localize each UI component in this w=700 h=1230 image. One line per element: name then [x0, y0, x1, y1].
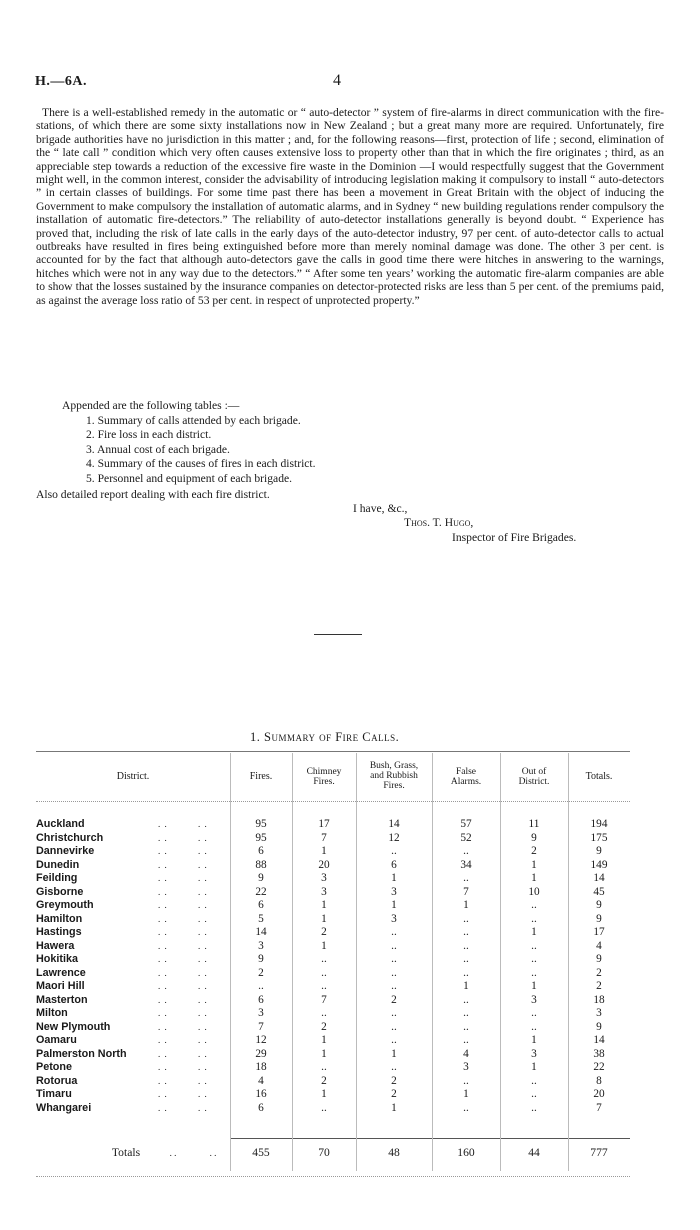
cell-total: 20 [593, 1088, 605, 1100]
cell-false-alarms: .. [463, 953, 469, 965]
cell-out-of-district: .. [531, 966, 537, 979]
cell-total: 3 [596, 1007, 602, 1019]
signature-title: Inspector of Fire Brigades. [452, 531, 577, 544]
leader-dots: . . [158, 1075, 168, 1086]
cell-total: 17 [593, 926, 605, 938]
leader-dots: . . [158, 940, 168, 951]
cell-bush: .. [391, 1020, 397, 1033]
cell-fires: 6 [258, 993, 264, 1006]
leader-dots: . . [158, 900, 168, 910]
leader-dots: . . [198, 1075, 208, 1086]
header-fires: Fires. [249, 771, 273, 782]
cell-total: 22 [593, 1061, 605, 1073]
leader-dots: . . [198, 859, 208, 870]
cell-fires: 6 [258, 845, 264, 857]
cell-chimney: 1 [321, 899, 327, 911]
cell-out-of-district: 1 [531, 1061, 537, 1073]
cell-chimney: 3 [321, 885, 327, 898]
leader-dots: . . [198, 846, 208, 856]
cell-false-alarms: 52 [460, 831, 472, 844]
total-out-of-district: 44 [528, 1146, 540, 1159]
cell-out-of-district: 1 [531, 926, 537, 938]
grand-total: 777 [590, 1146, 608, 1159]
leader-dots: . . [198, 1008, 208, 1018]
header-false-line: Alarms. [450, 777, 482, 787]
cell-total: 9 [596, 899, 602, 911]
table-row [36, 1048, 630, 1061]
cell-chimney: 1 [321, 845, 327, 857]
cell-bush: .. [391, 966, 397, 979]
cell-chimney: 7 [321, 993, 327, 1006]
leader-dots: . . [198, 1062, 208, 1072]
cell-out-of-district: .. [531, 1020, 537, 1033]
cell-district: Timaru [36, 1088, 72, 1100]
leader-dots: . . [158, 832, 168, 843]
cell-false-alarms: .. [463, 1007, 469, 1019]
cell-district: Whangarei [36, 1101, 92, 1114]
cell-out-of-district: .. [531, 1101, 537, 1114]
cell-fires: 12 [255, 1034, 267, 1046]
leader-dots: . . [158, 846, 168, 856]
cell-district: Christchurch [36, 831, 104, 844]
cell-out-of-district: 3 [531, 993, 537, 1006]
leader-dots: . . [158, 981, 168, 991]
leader-dots: . . [198, 900, 208, 910]
cell-out-of-district: .. [531, 1088, 537, 1100]
header-bush [356, 761, 432, 791]
table-row [36, 845, 630, 858]
table-row [36, 967, 630, 980]
cell-district: Rotorua [36, 1074, 78, 1087]
appended-item: 1. Summary of calls attended by each brigade. [86, 414, 301, 427]
table-top-rule [36, 751, 630, 752]
header-chimney [292, 767, 356, 787]
cell-district: Hastings [36, 926, 82, 938]
cell-false-alarms: .. [463, 993, 469, 1006]
table-row [36, 1102, 630, 1115]
cell-false-alarms: 1 [463, 980, 469, 992]
leader-dots: . . [198, 1102, 208, 1113]
cell-total: 9 [596, 845, 602, 857]
cell-fires: 29 [255, 1047, 267, 1060]
table-row [36, 940, 630, 953]
header-district: District. [116, 771, 150, 782]
total-bush: 48 [388, 1146, 400, 1159]
cell-fires: 9 [258, 953, 264, 965]
table-row [36, 818, 630, 831]
cell-chimney: 2 [321, 1020, 327, 1033]
cell-out-of-district: 1 [531, 980, 537, 992]
cell-total: 9 [596, 912, 602, 925]
cell-district: Maori Hill [36, 980, 85, 992]
appended-item: 4. Summary of the causes of fires in each district. [86, 457, 316, 471]
leader-dots: . . [198, 954, 208, 964]
table-row [36, 1007, 630, 1020]
cell-out-of-district: 10 [528, 885, 540, 898]
leader-dots: . . [158, 1102, 168, 1113]
cell-bush: .. [391, 1034, 397, 1046]
cell-out-of-district: 1 [531, 872, 537, 884]
cell-district: Dunedin [36, 858, 80, 871]
table-row [36, 926, 630, 939]
table-row [36, 1075, 630, 1088]
header-totals: Totals. [585, 771, 613, 782]
cell-false-alarms: .. [463, 1101, 469, 1114]
cell-false-alarms: 34 [460, 858, 472, 871]
table-row [36, 1088, 630, 1101]
cell-total: 2 [596, 966, 602, 979]
cell-bush: .. [391, 1061, 397, 1073]
cell-out-of-district: 9 [531, 831, 537, 844]
cell-false-alarms: 3 [463, 1061, 469, 1073]
leader-dots: . . [158, 954, 168, 964]
leader-dots: . . [198, 913, 208, 924]
header-chimney-line: Fires. [313, 777, 335, 787]
cell-total: 9 [596, 1020, 602, 1033]
cell-fires: 95 [255, 831, 267, 844]
cell-chimney: .. [321, 1061, 327, 1073]
cell-fires: 2 [258, 966, 264, 979]
cell-chimney: .. [321, 1007, 327, 1019]
leader-dots: . . [198, 994, 208, 1005]
section-divider [314, 634, 362, 635]
cell-district: Auckland [36, 818, 85, 830]
cell-district: Hawera [36, 939, 75, 952]
cell-false-alarms: 7 [463, 885, 469, 898]
cell-district: Greymouth [36, 899, 94, 911]
cell-bush: .. [391, 980, 397, 992]
cell-fires: 3 [258, 1007, 264, 1019]
page-header-code: H.—6A. [35, 74, 87, 89]
cell-out-of-district: .. [531, 899, 537, 911]
cell-fires: .. [258, 980, 264, 992]
appended-list [86, 414, 316, 486]
cell-total: 14 [593, 1034, 605, 1046]
cell-bush: 3 [391, 912, 397, 925]
page-number: 4 [333, 72, 341, 89]
cell-total: 45 [593, 885, 605, 898]
table-row [36, 1021, 630, 1034]
cell-out-of-district: .. [531, 1007, 537, 1019]
header-chimney-line: Chimney [306, 767, 342, 777]
leader-dots: . . [198, 940, 208, 951]
cell-false-alarms: .. [463, 1074, 469, 1087]
totals-dots: . . [209, 1148, 217, 1158]
cell-total: 2 [596, 980, 602, 992]
cell-chimney: 1 [321, 912, 327, 925]
leader-dots: . . [198, 832, 208, 843]
cell-total: 7 [596, 1101, 602, 1114]
header-bush-line: and Rubbish [370, 771, 418, 781]
appended-item: 2. Fire loss in each district. [86, 428, 212, 442]
cell-total: 4 [596, 939, 602, 952]
header-out-line: District. [518, 777, 550, 787]
cell-district: Lawrence [36, 966, 86, 979]
cell-chimney: 17 [318, 818, 330, 830]
cell-false-alarms: .. [463, 845, 469, 857]
cell-chimney: 1 [321, 1088, 327, 1100]
appended-item: 3. Annual cost of each brigade. [86, 442, 230, 456]
table-row [36, 1034, 630, 1047]
table-row [36, 859, 630, 872]
cell-district: Hokitika [36, 953, 79, 965]
appended-intro: Appended are the following tables :— [62, 399, 240, 412]
leader-dots: . . [158, 913, 168, 924]
leader-dots: . . [158, 873, 168, 883]
cell-out-of-district: 1 [531, 858, 537, 871]
cell-chimney: 3 [321, 872, 327, 884]
cell-chimney: .. [321, 1101, 327, 1114]
cell-false-alarms: .. [463, 1020, 469, 1033]
cell-bush: 3 [391, 885, 397, 898]
cell-bush: .. [391, 845, 397, 857]
cell-fires: 18 [255, 1061, 267, 1073]
leader-dots: . . [198, 1048, 208, 1059]
cell-district: Feilding [36, 872, 78, 884]
cell-false-alarms: 1 [463, 899, 469, 911]
leader-dots: . . [198, 1089, 208, 1099]
table-row [36, 1061, 630, 1074]
cell-fires: 22 [255, 885, 267, 898]
leader-dots: . . [158, 927, 168, 937]
cell-bush: .. [391, 1007, 397, 1019]
header-bush-line: Bush, Grass, [369, 761, 419, 771]
leader-dots: . . [158, 1008, 168, 1018]
cell-false-alarms: .. [463, 926, 469, 938]
cell-fires: 88 [255, 858, 267, 871]
cell-false-alarms: .. [463, 912, 469, 925]
leader-dots: . . [158, 967, 168, 978]
cell-chimney: 2 [321, 1074, 327, 1087]
leader-dots: . . [158, 994, 168, 1005]
table-bottom-rule [36, 1176, 630, 1177]
cell-chimney: 7 [321, 831, 327, 844]
cell-district: Oamaru [36, 1034, 77, 1046]
cell-total: 9 [596, 953, 602, 965]
cell-false-alarms: .. [463, 939, 469, 952]
cell-fires: 5 [258, 912, 264, 925]
cell-fires: 4 [258, 1074, 264, 1087]
cell-out-of-district: 11 [528, 818, 540, 830]
cell-total: 8 [596, 1074, 602, 1087]
cell-total: 149 [590, 858, 608, 871]
cell-district: Dannevirke [36, 845, 95, 857]
cell-bush: .. [391, 953, 397, 965]
cell-false-alarms: 4 [463, 1047, 469, 1060]
table-row [36, 953, 630, 966]
cell-chimney: .. [321, 966, 327, 979]
cell-total: 14 [593, 872, 605, 884]
cell-bush: 2 [391, 993, 397, 1006]
cell-chimney: 2 [321, 926, 327, 938]
cell-out-of-district: .. [531, 939, 537, 952]
cell-fires: 3 [258, 939, 264, 952]
header-false-line: False [455, 767, 477, 777]
cell-district: Hamilton [36, 912, 83, 925]
total-false-alarms: 160 [457, 1146, 475, 1159]
table-row [36, 832, 630, 845]
cell-district: Palmerston North [36, 1047, 127, 1060]
leader-dots: . . [198, 873, 208, 883]
cell-district: New Plymouth [36, 1020, 111, 1033]
leader-dots: . . [158, 1035, 168, 1045]
cell-false-alarms: .. [463, 872, 469, 884]
cell-bush: 12 [388, 831, 400, 844]
cell-false-alarms: 57 [460, 818, 472, 830]
table-row [36, 899, 630, 912]
leader-dots: . . [198, 967, 208, 978]
cell-bush: 14 [388, 818, 400, 830]
leader-dots: . . [198, 927, 208, 937]
cell-out-of-district: .. [531, 1074, 537, 1087]
cell-chimney: 1 [321, 1034, 327, 1046]
cell-fires: 14 [255, 926, 267, 938]
cell-bush: 1 [391, 1101, 397, 1114]
cell-out-of-district: 1 [531, 1034, 537, 1046]
cell-out-of-district: .. [531, 953, 537, 965]
cell-bush: 1 [391, 872, 397, 884]
total-fires: 455 [252, 1146, 270, 1159]
cell-bush: .. [391, 926, 397, 938]
header-out-line: Out of [521, 767, 547, 777]
cell-total: 38 [593, 1047, 605, 1060]
cell-chimney: .. [321, 980, 327, 992]
cell-bush: 6 [391, 858, 397, 871]
totals-label: Totals [111, 1146, 141, 1159]
cell-false-alarms: .. [463, 966, 469, 979]
cell-district: Petone [36, 1061, 72, 1073]
leader-dots: . . [158, 1048, 168, 1059]
cell-bush: 1 [391, 1047, 397, 1060]
cell-district: Gisborne [36, 885, 84, 898]
table-row [36, 872, 630, 885]
cell-fires: 6 [258, 899, 264, 911]
cell-chimney: .. [321, 953, 327, 965]
cell-total: 18 [593, 993, 605, 1006]
cell-bush: 2 [391, 1074, 397, 1087]
leader-dots: . . [198, 1035, 208, 1045]
leader-dots: . . [158, 1089, 168, 1099]
table-title: 1. Summary of Fire Calls. [250, 730, 400, 744]
cell-out-of-district: 3 [531, 1047, 537, 1060]
leader-dots: . . [158, 1021, 168, 1032]
leader-dots: . . [198, 819, 208, 829]
totals-dots: . . [169, 1148, 177, 1158]
leader-dots: . . [198, 981, 208, 991]
cell-district: Milton [36, 1007, 68, 1019]
cell-out-of-district: .. [531, 912, 537, 925]
cell-fires: 16 [255, 1088, 267, 1100]
table-row [36, 980, 630, 993]
table-row [36, 913, 630, 926]
leader-dots: . . [158, 886, 168, 897]
cell-bush: 2 [391, 1088, 397, 1100]
table-row [36, 886, 630, 899]
signature-closing: I have, &c., [353, 502, 408, 515]
body-paragraph: There is a well-established remedy in the automatic or “ auto-detector ” system of fire-alarms in direct communication with the fire-stations, of which there are some sixty installations now in New Zealand ; but a great many more are required. Unfortunately, fire brigade authorities have no jurisdiction in this matter ; and, for the following reasons—first, protection of life ; second, elimination of the “ late call ” condition which very often causes extensive loss to property other than that in which the fire originates ; third, as an appreciable step towards a reduction of the excessive fire waste in the Dominion —I would respectfully suggest that the Government might well, in the common interest, consider the advisability of introducing legislation making it compulsory to install “ auto-detectors ” in certain classes of buildings. For some time past there has been a movement in Great Britain with the object of inducing the Government to make compulsory the installation of automatic alarms, and in Sydney “ new building regulations render compulsory the installation of automatic fire-detectors.” The reliability of auto-detector installations generally is beyond doubt. “ Experience has proved that, including the risk of late calls in the early days of the auto-detector industry, 97 per cent. of auto-detector calls to actual outbreaks have resulted in fires being extinguished before more than merely nominal damage was done. The other 3 per cent. is accounted for by the fact that although auto-detectors gave the calls in good time there were hitches in answering to the warnings, hitches which were not in any way due to the detectors.” “ After some ten years’ working the automatic fire-alarm companies are able to show that the losses sustained by the insurance companies on detector-protected risks are less than 5 per cent. of the premiums paid, as against the average loss ratio of 53 per cent. in respect of unprotected property.” [36, 106, 664, 307]
leader-dots: . . [158, 1062, 168, 1072]
cell-district: Masterton [36, 993, 88, 1006]
cell-fires: 95 [255, 818, 267, 830]
cell-false-alarms: 1 [463, 1088, 469, 1100]
cell-total: 194 [590, 818, 608, 830]
leader-dots: . . [158, 859, 168, 870]
cell-fires: 7 [258, 1020, 264, 1033]
header-false-alarms [432, 767, 500, 787]
cell-false-alarms: .. [463, 1034, 469, 1046]
cell-bush: .. [391, 939, 397, 952]
header-bush-line: Fires. [383, 781, 405, 791]
cell-fires: 6 [258, 1101, 264, 1114]
cell-chimney: 20 [318, 858, 330, 871]
leader-dots: . . [158, 819, 168, 829]
cell-bush: 1 [391, 899, 397, 911]
table-header-rule [36, 801, 630, 802]
cell-out-of-district: 2 [531, 845, 537, 857]
totals-row [36, 1146, 630, 1160]
table-row [36, 994, 630, 1007]
leader-dots: . . [198, 886, 208, 897]
cell-chimney: 1 [321, 939, 327, 952]
cell-fires: 9 [258, 872, 264, 884]
cell-total: 175 [590, 831, 608, 844]
signature-name: Thos. T. Hugo, [404, 516, 474, 529]
table-totals-rule [230, 1138, 630, 1139]
header-out-of-district [500, 767, 568, 787]
total-chimney: 70 [318, 1146, 330, 1159]
also-detailed-report: Also detailed report dealing with each fire district. [36, 488, 270, 501]
cell-chimney: 1 [321, 1047, 327, 1060]
leader-dots: . . [198, 1021, 208, 1032]
appended-item: 5. Personnel and equipment of each brigade. [86, 471, 293, 485]
